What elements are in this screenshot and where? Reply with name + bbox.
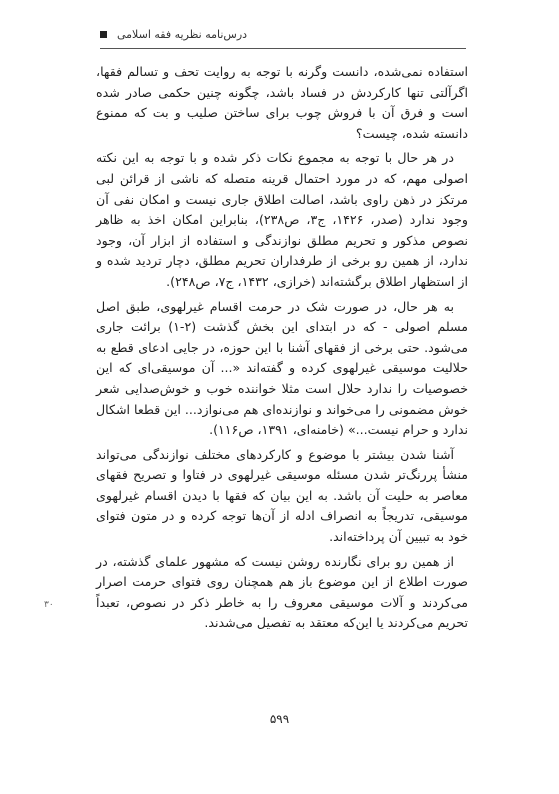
margin-note: ۳۰ <box>44 600 54 610</box>
body-text <box>96 62 468 638</box>
running-header <box>100 28 466 41</box>
paragraph-2: در هر حال با توجه به مجموع نکات ذکر شده و با توجه به این نکته اصولی مهم، که در مورد احتمال قرینه متصله که ناشی از قرائن لبی مرتکز در ذهن راوی باشد، اصالت اطلاق جاری نیست و امکان نفی آن وجود ندارد (صدر، ۱۴۲۶، ج۳، ص۲۳۸)، بنابراین امکان اخذ به ظاهر نصوص مذکور و تحریم مطلق نوازندگی و استفاده از ابزار آن، وجود ندارد، از همین رو برخی از طرفداران تحریم مطلق، دچار تردید شده و از استظهار اطلاق برگشته‌اند (خرازی، ۱۴۳۲، ج۷، ص۲۴۸). <box>96 150 468 289</box>
paragraph-3: به هر حال، در صورت شک در حرمت اقسام غیرلهوی، طبق اصل مسلم اصولی - که در ابتدای این بخش گذشت (۲-۱) برائت جاری می‌شود. حتی برخی از فقهای آشنا با این حوزه، در جایی ادعای قطع به حلالیت موسیقی غیرلهوی کرده و گفته‌اند «... آن موسیقی‌ای که این خصوصیات را ندارد حلال است مثلا خواننده خوب و خوش‌صدایی شعر خوش مضمونی را می‌خواند و نوازنده‌ای هم می‌نوازد... این قطعا اشکال ندارد و حرام نیست...» (خامنه‌ای، ۱۳۹۱، ص۱۱۶). <box>96 298 468 438</box>
header-divider <box>100 48 466 49</box>
paragraph-5: از همین رو برای نگارنده روشن نیست که مشهور علمای گذشته، در صورت اطلاع از این موضوع باز هم همچنان روی فتوای حرمت اصرار می‌کردند و آلات موسیقی معروف را به خاطر ذکر در نصوص، تعبداً تحریم می‌کردند یا این‌که معتقد به تفصیل می‌شدند. <box>96 553 468 631</box>
paragraph-4: آشنا شدن بیشتر با موضوع و کارکردهای مختلف نوازندگی می‌تواند منشأ پررنگ‌تر شدن مسئله موسیقی غیرلهوی در فتاوا و تصریح فقهای معاصر به حلیت آن باشد. به این بیان که فقها با دیدن اقسام غیرلهوی موسیقی، تدریجاً به انصراف ادله از آن‌ها توجه کرده و در متون فتوای خود به تبیین آن پرداخته‌اند. <box>96 446 468 545</box>
running-header-title: درس‌نامه نظریه فقه اسلامی <box>117 28 248 41</box>
paragraph-1: استفاده نمی‌شده، دانست وگرنه با توجه به روایت تحف و تسالم فقها، اگرآلتی تنها کارکردش در فساد باشد، چگونه چنین حکمی صادر شده است و فرق آن با فروش چوب برای ساختن صلیب و بت که ممنوع دانسته شده، چیست؟ <box>96 64 468 141</box>
page-number: ۵۹۹ <box>269 712 290 726</box>
header-marker-icon <box>100 31 107 38</box>
